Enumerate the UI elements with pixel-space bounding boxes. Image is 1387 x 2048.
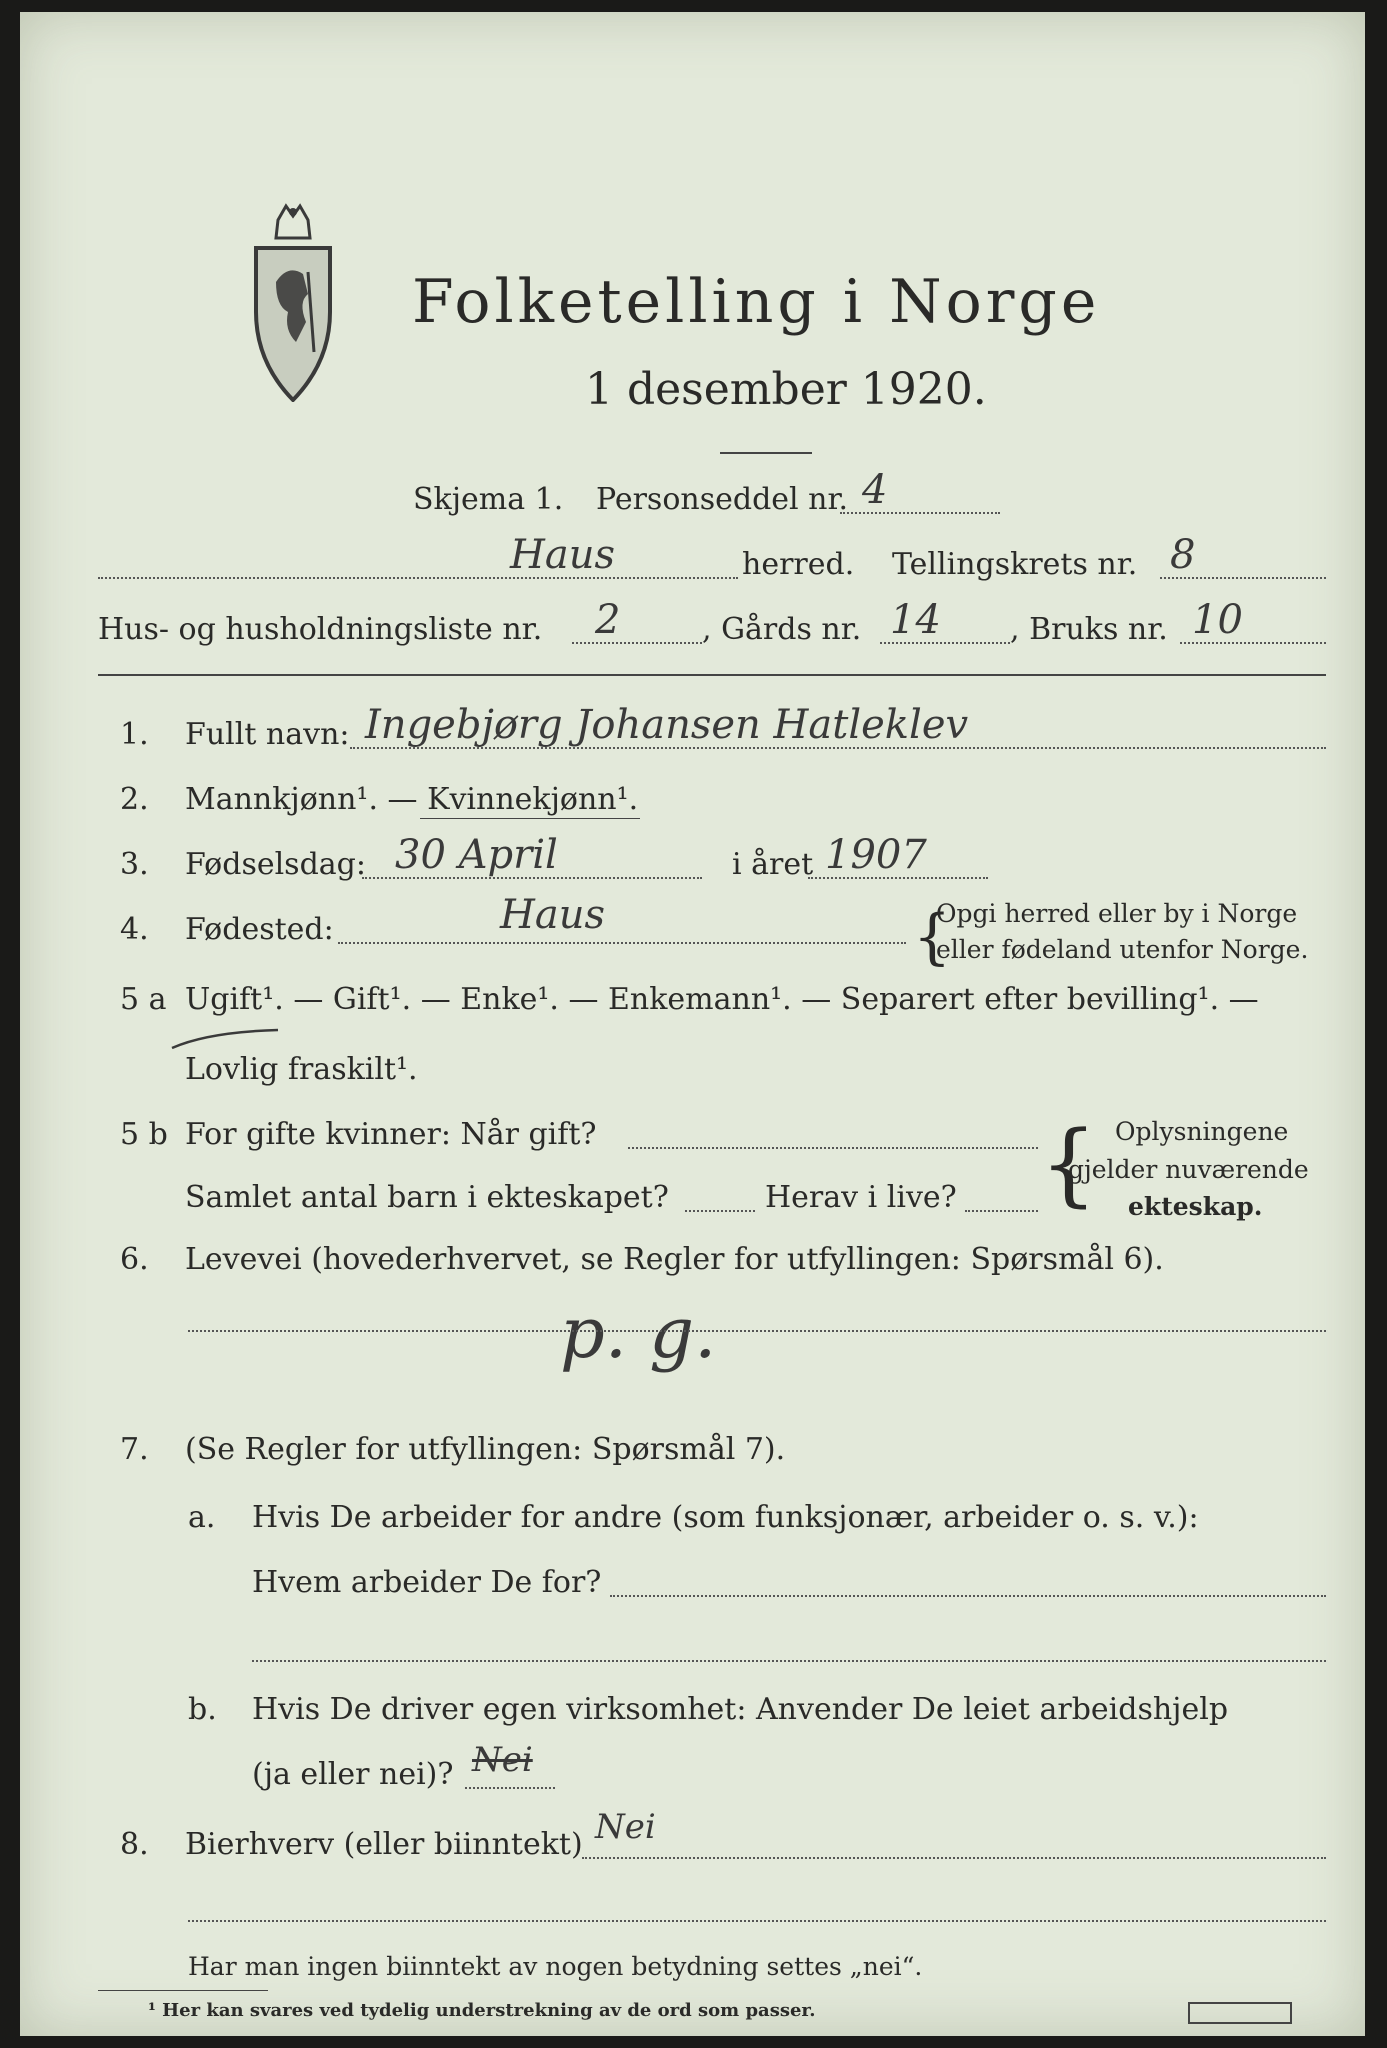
census-form xyxy=(20,12,1365,2036)
q7a-line1: Hvis De arbeider for andre (som funksjonær, arbeider o. s. v.): xyxy=(252,1500,1199,1535)
q7a-field-2 xyxy=(252,1660,1326,1662)
gards-label: , Gårds nr. xyxy=(702,612,862,647)
q7a-field xyxy=(610,1595,1326,1597)
q5b-alive-field xyxy=(965,1210,1038,1212)
bruks-label: , Bruks nr. xyxy=(1010,612,1168,647)
q7-label: (Se Regler for utfyllingen: Spørsmål 7). xyxy=(185,1432,786,1467)
husliste-value[interactable]: 2 xyxy=(595,597,621,643)
q1-label: Fullt navn: xyxy=(185,717,350,752)
q5b-brace: { xyxy=(1040,1112,1098,1217)
q8-value[interactable]: Nei xyxy=(595,1807,656,1847)
q7b-letter: b. xyxy=(188,1692,217,1727)
husliste-label: Hus- og husholdningsliste nr. xyxy=(98,612,543,647)
header-divider xyxy=(98,674,1326,676)
personseddel-label: Personseddel nr. xyxy=(596,482,849,517)
schema-label: Skjema 1. xyxy=(413,482,564,517)
q2-number: 2. xyxy=(120,782,149,817)
q6-value[interactable]: p. g. xyxy=(560,1292,717,1374)
tellingskrets-label: Tellingskrets nr. xyxy=(892,547,1138,582)
q7b-line2: (ja eller nei)? xyxy=(252,1757,454,1792)
bruks-value[interactable]: 10 xyxy=(1192,597,1243,643)
q5b-line2: Samlet antal barn i ekteskapet? xyxy=(185,1180,669,1215)
q4-note-line1: Opgi herred eller by i Norge xyxy=(936,899,1298,928)
q7b-value[interactable]: Nei xyxy=(472,1740,533,1780)
q5b-note3: ekteskap. xyxy=(1128,1192,1263,1221)
footnote: ¹ Her kan svares ved tydelig understrekning av de ord som passer. xyxy=(148,2000,816,2021)
q6-field xyxy=(188,1330,1326,1332)
q3-label: Fødselsdag: xyxy=(185,847,366,882)
q7a-line2: Hvem arbeider De for? xyxy=(252,1565,602,1600)
q5b-number: 5 b xyxy=(120,1117,168,1152)
herred-value[interactable]: Haus xyxy=(510,532,616,578)
q4-note-line2: eller fødeland utenfor Norge. xyxy=(936,935,1309,964)
herred-field xyxy=(98,577,738,579)
q6-label: Levevei (hovederhvervet, se Regler for utfyllingen: Spørsmål 6). xyxy=(185,1242,1164,1277)
q7a-letter: a. xyxy=(188,1500,216,1535)
q4-number: 4. xyxy=(120,912,149,947)
q5a-line1: Ugift¹. — Gift¹. — Enke¹. — Enkemann¹. — Separert efter bevilling¹. — xyxy=(185,982,1259,1017)
herred-label: herred. xyxy=(742,547,855,582)
printer-stamp xyxy=(1188,2002,1292,2024)
q5b-married-field xyxy=(628,1147,1038,1149)
q5b-line2b: Herav i live? xyxy=(765,1180,957,1215)
q8-label: Bierhverv (eller biinntekt) xyxy=(185,1827,583,1862)
q3-value[interactable]: 30 April xyxy=(395,832,558,878)
q5a-number: 5 a xyxy=(120,982,167,1017)
q7b-field xyxy=(465,1787,555,1789)
form-title: Folketelling i Norge xyxy=(412,267,1101,337)
q7-number: 7. xyxy=(120,1432,149,1467)
no-income-note: Har man ingen biinntekt av nogen betydning settes „nei“. xyxy=(188,1952,923,1981)
q6-number: 6. xyxy=(120,1242,149,1277)
census-date: 1 desember 1920. xyxy=(585,364,987,415)
q3-year-value[interactable]: 1907 xyxy=(825,832,927,878)
q8-field xyxy=(582,1857,1326,1859)
q4-label: Fødested: xyxy=(185,912,334,947)
title-divider xyxy=(720,452,812,454)
q4-value[interactable]: Haus xyxy=(500,892,606,938)
q5b-note2: gjelder nuværende xyxy=(1068,1155,1309,1184)
q1-value[interactable]: Ingebjørg Johansen Hatleklev xyxy=(365,702,969,748)
footnote-divider xyxy=(98,1990,268,1991)
q3-year-label: i året xyxy=(732,847,814,882)
husliste-field xyxy=(572,642,702,644)
q4-brace: { xyxy=(913,902,952,972)
q8-field-2 xyxy=(188,1920,1326,1922)
q4-field xyxy=(338,942,906,944)
tellingskrets-value[interactable]: 8 xyxy=(1170,532,1196,578)
q7b-line1: Hvis De driver egen virksomhet: Anvender De leiet arbeidshjelp xyxy=(252,1692,1229,1727)
q1-number: 1. xyxy=(120,717,149,752)
q5a-ugift-underline-mark xyxy=(168,1022,288,1052)
gards-value[interactable]: 14 xyxy=(890,597,941,643)
coat-of-arms-icon xyxy=(248,202,338,402)
q8-number: 8. xyxy=(120,1827,149,1862)
q2-label: Mannkjønn¹. — Kvinnekjønn¹. xyxy=(185,782,639,817)
q5b-children-field xyxy=(685,1210,755,1212)
q5b-note1: Oplysningene xyxy=(1115,1117,1289,1146)
q5b-line1: For gifte kvinner: Når gift? xyxy=(185,1117,597,1152)
personseddel-value[interactable]: 4 xyxy=(862,467,888,513)
q5a-line2: Lovlig fraskilt¹. xyxy=(185,1052,418,1087)
q2-underline xyxy=(420,818,640,819)
q3-number: 3. xyxy=(120,847,149,882)
